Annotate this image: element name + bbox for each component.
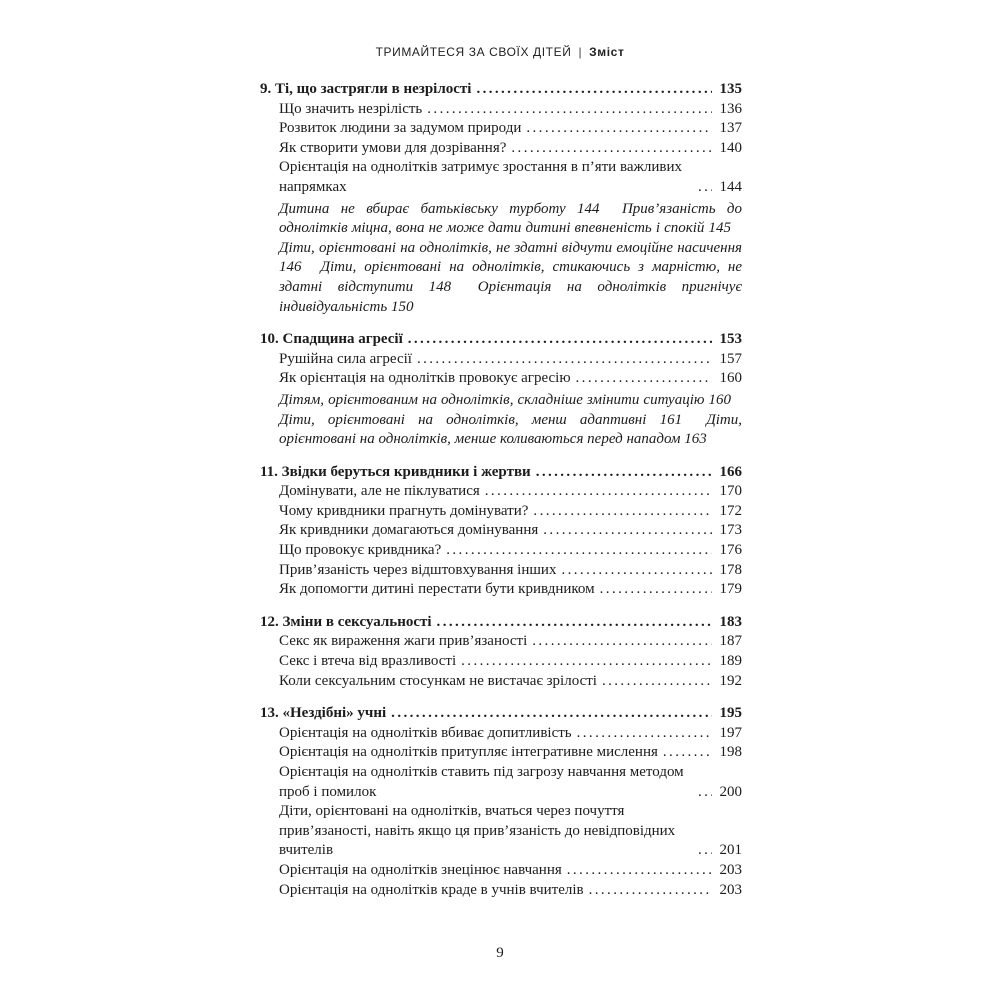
book-title: ТРИМАЙТЕСЯ ЗА СВОЇХ ДІТЕЙ	[375, 45, 572, 59]
toc-chapter-entry-page-number: 166	[719, 463, 742, 480]
dot-leader	[427, 100, 712, 120]
toc-entry-title: Як кривдники домагаються домінування	[279, 522, 539, 539]
toc-entry	[260, 139, 742, 159]
toc-note-page-number: 163	[684, 431, 707, 448]
dot-leader	[461, 652, 712, 672]
toc-chapter-entry	[260, 704, 742, 724]
toc-chapter-entry	[260, 613, 742, 633]
toc-note-page-number: 144	[577, 200, 600, 217]
toc-entry-title: Орієнтація на однолітків вбиває допитливість	[279, 724, 572, 741]
toc-subsection-note	[260, 200, 742, 318]
toc-note-segment: Орієнтація на однолітків пригнічує індивідуальність 150	[279, 278, 742, 315]
toc-chapter-entry-title: 9. Ті, що застрягли в незрілості	[260, 81, 472, 97]
dot-leader	[536, 463, 712, 483]
dot-leader	[576, 369, 712, 389]
dot-leader	[485, 482, 712, 502]
toc-entry-page-number: 201	[719, 842, 742, 859]
toc-chapter	[260, 330, 742, 450]
toc-note-page-number: 148	[428, 278, 452, 295]
toc-entry-page-number: 200	[719, 783, 742, 800]
toc-entry	[260, 369, 742, 389]
header-separator: |	[578, 45, 583, 59]
toc-entry	[260, 672, 742, 692]
header-section-label: Зміст	[589, 45, 625, 59]
toc-entry	[260, 881, 742, 901]
toc-chapter-entry-page-number: 135	[719, 81, 742, 97]
toc-list	[260, 80, 742, 900]
dot-leader	[561, 561, 712, 581]
toc-chapter-entry-title: 11. Звідки беруться кривдники і жертви	[260, 463, 531, 480]
toc-subsection-note	[260, 391, 742, 450]
toc-note-page-number: 161	[659, 411, 683, 428]
toc-entry	[260, 580, 742, 600]
running-header	[0, 45, 1000, 59]
toc-entry-page-number: 179	[719, 581, 742, 598]
page-number-footer: 9	[496, 945, 504, 961]
toc-entry-page-number: 192	[719, 672, 742, 689]
toc-note-segment: Діти, орієнтовані на однолітків, стикаючись з марністю, не здатні відступити 148	[279, 259, 743, 295]
toc-entry-page-number: 172	[719, 502, 742, 519]
toc-entry	[260, 350, 742, 370]
toc-chapter	[260, 613, 742, 691]
toc-entry	[260, 763, 742, 802]
toc-entry	[260, 743, 742, 763]
toc-note-segment: Діти, орієнтовані на однолітків, менш адаптивні 161	[279, 411, 683, 428]
toc-entry-title: Орієнтація на однолітків краде в учнів вчителів	[279, 881, 584, 898]
toc-entry	[260, 632, 742, 652]
toc-entry	[260, 861, 742, 881]
dot-leader	[408, 330, 712, 350]
toc-entry-page-number: 178	[719, 561, 742, 578]
toc-entry-page-number: 203	[719, 861, 742, 878]
toc-entry-title: Що значить незрілість	[279, 100, 423, 117]
toc-entry	[260, 561, 742, 581]
toc-note-page-number: 145	[708, 220, 731, 237]
toc-entry-page-number: 137	[719, 120, 742, 137]
dot-leader	[698, 783, 712, 803]
toc-entry	[260, 502, 742, 522]
toc-entry	[260, 521, 742, 541]
toc-entry	[260, 541, 742, 561]
toc-chapter	[260, 704, 742, 900]
dot-leader	[437, 613, 712, 633]
toc-entry-title: Розвиток людини за задумом природи	[279, 120, 522, 137]
toc-chapter-entry-page-number: 183	[719, 613, 742, 630]
dot-leader	[602, 672, 712, 692]
toc-entry	[260, 724, 742, 744]
dot-leader	[511, 139, 712, 159]
dot-leader	[532, 632, 712, 652]
toc-note-page-number: 160	[708, 391, 731, 408]
toc-note-page-number: 150	[390, 298, 414, 315]
toc-entry-title: Секс і втеча від вразливості	[279, 653, 457, 670]
toc-entry-page-number: 170	[719, 483, 742, 500]
toc-entry-title: Орієнтація на однолітків притупляє інтегративне мислення	[279, 744, 658, 761]
dot-leader	[446, 541, 712, 561]
toc-entry-page-number: 136	[719, 100, 742, 117]
dot-leader	[567, 861, 712, 881]
toc-entry-title: Рушійна сила агресії	[279, 350, 412, 367]
toc-chapter	[260, 80, 742, 317]
toc-entry-title: Орієнтація на однолітків знецінює навчання	[279, 861, 562, 878]
dot-leader	[391, 704, 712, 724]
dot-leader	[663, 743, 712, 763]
dot-leader	[698, 841, 712, 861]
toc-entry-page-number: 157	[719, 350, 742, 367]
toc-entry-title: Як допомогти дитині перестати бути кривдником	[279, 581, 595, 598]
toc-entry	[260, 652, 742, 672]
toc-entry-title: Чому кривдники прагнуть домінувати?	[279, 502, 529, 519]
toc-chapter-entry	[260, 80, 742, 100]
toc-entry-title: Що провокує кривдника?	[279, 542, 442, 559]
toc-entry	[260, 802, 742, 861]
toc-chapter-entry-page-number: 153	[719, 331, 742, 348]
toc-note-segment: Прив’язаність до однолітків міцна, вона не може дати дитині впевненість і спокій 145	[279, 200, 743, 237]
dot-leader	[417, 350, 712, 370]
toc-note-segment: Дітям, орієнтованим на однолітків, складніше змінити ситуацію 160	[279, 391, 731, 408]
toc-chapter	[260, 463, 742, 600]
toc-chapter-entry-title: 13. «Нездібні» учні	[260, 705, 387, 722]
toc-entry-title: Діти, орієнтовані на однолітків, вчаться через почуття прив’язаності, навіть якщо ця прив’язаність до невідповідних вчителів	[279, 803, 676, 859]
toc-entry-page-number: 187	[719, 633, 742, 650]
toc-entry-page-number: 176	[719, 542, 742, 559]
toc-entry-page-number: 144	[719, 178, 742, 195]
dot-leader	[543, 521, 712, 541]
toc-note-segment: Діти, орієнтовані на однолітків, менше коливаються перед нападом 163	[279, 411, 742, 448]
toc-chapter-entry-title: 10. Спадщина агресії	[260, 331, 403, 348]
toc-entry	[260, 119, 742, 139]
toc-entry	[260, 158, 742, 197]
dot-leader	[533, 502, 712, 522]
toc-note-page-number: 146	[279, 259, 302, 276]
dot-leader	[698, 178, 712, 198]
toc-entry-title: Коли сексуальним стосункам не вистачає зрілості	[279, 672, 597, 689]
toc-entry-page-number: 198	[719, 744, 742, 761]
toc-entry-title: Домінувати, але не піклуватися	[279, 483, 480, 500]
toc-entry-title: Орієнтація на однолітків затримує зростання в п’яти важливих напрямках	[279, 159, 682, 195]
toc-chapter-entry	[260, 330, 742, 350]
toc-chapter-entry-page-number: 195	[719, 705, 742, 722]
toc-entry	[260, 482, 742, 502]
dot-leader	[600, 580, 712, 600]
toc-entry	[260, 100, 742, 120]
toc-entry-page-number: 189	[719, 653, 742, 670]
toc-entry-title: Як створити умови для дозрівання?	[279, 139, 507, 156]
toc-entry-page-number: 160	[719, 370, 742, 387]
toc-entry-page-number: 197	[719, 724, 742, 741]
toc-entry-page-number: 173	[719, 522, 742, 539]
toc-entry-page-number: 140	[719, 139, 742, 156]
dot-leader	[476, 80, 712, 100]
toc-entry-title: Прив’язаність через відштовхування інших	[279, 561, 557, 578]
toc-note-segment: Дитина не вбирає батьківську турботу 144	[279, 200, 600, 217]
dot-leader	[526, 119, 712, 139]
toc-entry-title: Орієнтація на однолітків ставить під загрозу навчання методом проб і помилок	[279, 764, 684, 800]
dot-leader	[577, 724, 712, 744]
toc-entry-page-number: 203	[719, 881, 742, 898]
toc-entry-title: Як орієнтація на однолітків провокує агресію	[279, 370, 571, 387]
toc-chapter-entry-title: 12. Зміни в сексуальності	[260, 613, 432, 630]
toc-note-segment: Діти, орієнтовані на однолітків, не здатні відчути емоційне насичення 146	[279, 239, 742, 276]
toc-chapter-entry	[260, 463, 742, 483]
toc-entry-title: Секс як вираження жаги прив’язаності	[279, 633, 528, 650]
dot-leader	[589, 881, 712, 901]
